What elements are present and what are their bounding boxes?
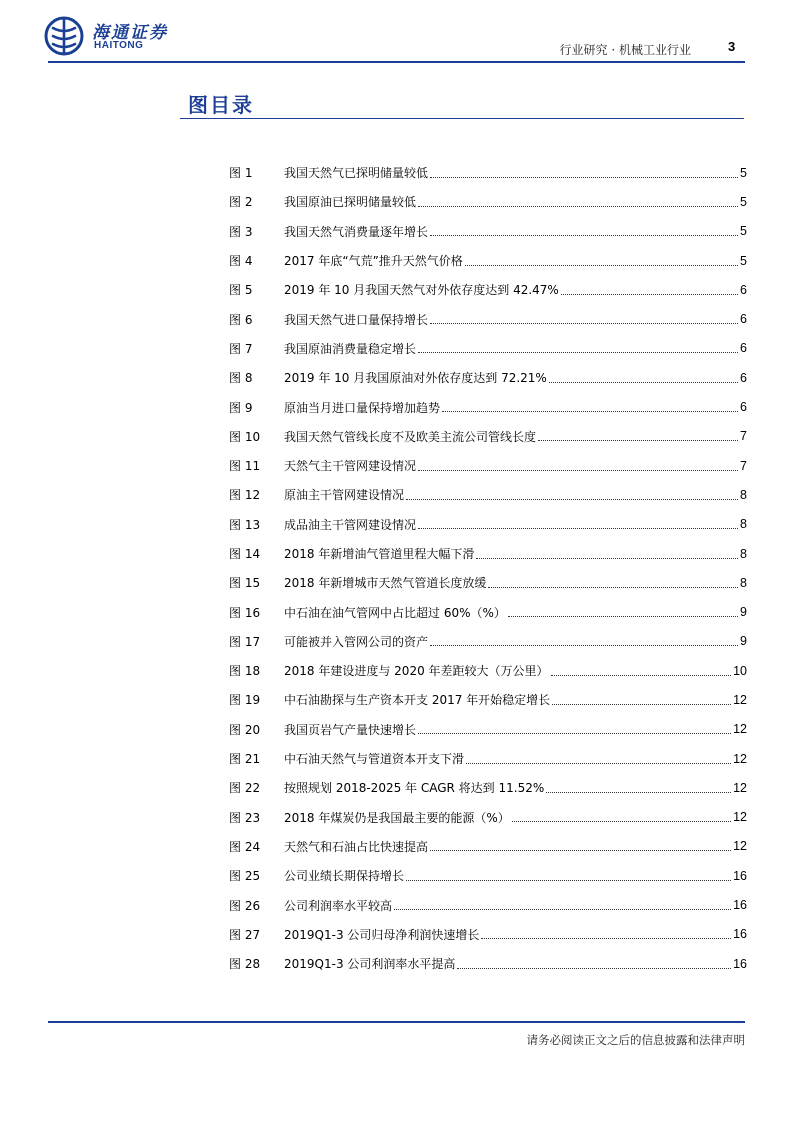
toc-entry-page: 12 <box>733 751 747 766</box>
toc-entry[interactable] <box>229 451 747 480</box>
toc-entry-label: 2017 年底“气荒”推升天然气价格 <box>284 254 463 269</box>
toc-dot-leader <box>546 791 731 793</box>
toc-entry-page: 7 <box>740 429 747 444</box>
toc-entry-number: 图 19 <box>229 693 261 708</box>
toc-entry[interactable] <box>229 715 747 744</box>
toc-entry-page: 5 <box>740 194 747 209</box>
toc-entry-label: 中石油天然气与管道资本开支下滑 <box>284 752 465 767</box>
toc-entry-label: 可能被并入管网公司的资产 <box>284 634 429 649</box>
toc-entry-page: 16 <box>733 927 747 942</box>
toc-dot-leader <box>476 557 738 559</box>
toc-entry[interactable] <box>229 890 747 919</box>
toc-entry-page: 16 <box>733 868 747 883</box>
toc-entry-label: 2019 年 10 月我国原油对外依存度达到 72.21% <box>284 371 547 386</box>
toc-entry-page: 12 <box>733 692 747 707</box>
toc-entry[interactable] <box>229 334 747 363</box>
toc-entry[interactable] <box>229 392 747 421</box>
toc-dot-leader <box>430 234 738 236</box>
toc-entry-page: 8 <box>740 575 747 590</box>
toc-dot-leader <box>430 644 738 646</box>
toc-entry-label: 我国天然气消费量逐年增长 <box>284 224 429 239</box>
toc-entry-label: 公司业绩长期保持增长 <box>284 869 405 884</box>
toc-entry-label: 中石油在油气管网中占比超过 60%（%） <box>284 605 506 620</box>
toc-dot-leader <box>406 879 731 881</box>
toc-entry-page: 9 <box>740 634 747 649</box>
header-section: 行业研究 · 机械工业行业 <box>559 43 691 57</box>
toc-entry-label: 天然气和石油占比快速提高 <box>284 839 429 854</box>
toc-entry-number: 图 10 <box>229 429 261 444</box>
toc-entry-number: 图 4 <box>229 254 253 269</box>
toc-entry-number: 图 27 <box>229 927 261 942</box>
toc-entry-label: 我国天然气已探明储量较低 <box>284 166 429 181</box>
toc-entry-number: 图 28 <box>229 957 261 972</box>
toc-dot-leader <box>430 849 731 851</box>
toc-dot-leader <box>418 351 738 353</box>
toc-entry[interactable] <box>229 685 747 714</box>
toc-entry-number: 图 21 <box>229 752 261 767</box>
toc-dot-leader <box>549 381 738 383</box>
toc-entry-label: 我国页岩气产量快速增长 <box>284 722 417 737</box>
toc-entry[interactable] <box>229 246 747 275</box>
toc-entry-number: 图 13 <box>229 517 261 532</box>
toc-entry-number: 图 14 <box>229 547 261 561</box>
toc-entry-page: 6 <box>740 282 747 297</box>
toc-entry-label: 2018 年新增城市天然气管道长度放缓 <box>284 576 487 591</box>
toc-entry-label: 2018 年建设进度与 2020 年差距较大（万公里） <box>284 664 549 679</box>
toc-entry-page: 12 <box>733 810 747 825</box>
toc-entry-number: 图 18 <box>229 664 261 679</box>
toc-entry-label: 2018 年新增油气管道里程大幅下滑 <box>284 547 475 561</box>
toc-entry-page: 9 <box>740 605 747 620</box>
toc-dot-leader <box>430 322 738 324</box>
toc-entry[interactable] <box>229 656 747 685</box>
toc-entry-page: 5 <box>740 165 747 180</box>
toc-entry-page: 5 <box>740 224 747 239</box>
toc-dot-leader <box>418 527 738 529</box>
toc-entry-page: 12 <box>733 722 747 737</box>
toc-dot-leader <box>457 967 731 969</box>
toc-entry-number: 图 6 <box>229 312 253 327</box>
toc-dot-leader <box>430 176 738 178</box>
toc-entry-page: 8 <box>740 487 747 502</box>
toc-entry[interactable] <box>229 275 747 304</box>
toc-dot-leader <box>481 937 731 939</box>
toc-entry-number: 图 20 <box>229 722 261 737</box>
toc-entry[interactable] <box>229 803 747 832</box>
toc-entry-label: 公司利润率水平较高 <box>284 898 393 913</box>
toc-entry-page: 12 <box>733 780 747 795</box>
toc-dot-leader <box>418 469 738 471</box>
toc-entry-label: 原油主干管网建设情况 <box>284 488 405 503</box>
toc-entry[interactable] <box>229 773 747 802</box>
toc-entry[interactable] <box>229 832 747 861</box>
toc-entry-number: 图 5 <box>229 283 253 298</box>
toc-entry[interactable] <box>229 187 747 216</box>
toc-entry-page: 8 <box>740 517 747 532</box>
toc-entry-page: 6 <box>740 370 747 385</box>
toc-entry[interactable] <box>229 510 747 539</box>
toc-entry[interactable] <box>229 480 747 509</box>
toc-dot-leader <box>442 410 738 412</box>
toc-entry-label: 2019 年 10 月我国天然气对外依存度达到 42.47% <box>284 283 559 298</box>
toc-entry-label: 2018 年煤炭仍是我国最主要的能源（%） <box>284 810 510 825</box>
toc-entry-label: 我国天然气管线长度不及欧美主流公司管线长度 <box>284 429 537 444</box>
toc-entry-page: 6 <box>740 400 747 415</box>
toc-dot-leader <box>488 586 738 588</box>
toc-dot-leader <box>394 908 731 910</box>
toc-dot-leader <box>406 498 738 500</box>
toc-entry-label: 原油当月进口量保持增加趋势 <box>284 400 441 415</box>
footer-disclaimer: 请务必阅读正文之后的信息披露和法律声明 <box>526 1033 745 1047</box>
toc-entry-label: 成品油主干管网建设情况 <box>284 517 417 532</box>
toc-dot-leader <box>551 674 732 676</box>
title-underline <box>180 118 744 119</box>
toc-entry-number: 图 9 <box>229 400 253 415</box>
toc-dot-leader <box>418 732 731 734</box>
toc-entry-number: 图 15 <box>229 576 261 591</box>
toc-entry-number: 图 25 <box>229 869 261 884</box>
toc-entry[interactable] <box>229 920 747 949</box>
toc-entry-number: 图 17 <box>229 634 261 649</box>
toc-entry[interactable] <box>229 158 747 187</box>
toc-entry-number: 图 1 <box>229 166 253 181</box>
toc-entry-number: 图 11 <box>229 459 261 474</box>
toc-entry[interactable] <box>229 949 747 978</box>
toc-entry-label: 我国原油已探明储量较低 <box>284 195 417 210</box>
toc-entry-label: 中石油勘探与生产资本开支 2017 年开始稳定增长 <box>284 693 551 708</box>
toc-entry[interactable] <box>229 861 747 890</box>
toc-entry-label: 我国原油消费量稳定增长 <box>284 341 417 356</box>
toc-dot-leader <box>512 820 731 822</box>
toc-entry-page: 8 <box>740 546 747 561</box>
toc-entry-number: 图 12 <box>229 488 261 503</box>
toc-entry[interactable] <box>229 627 747 656</box>
logo-english-name: HAITONG <box>94 40 144 51</box>
toc-entry-label: 2019Q1-3 公司利润率水平提高 <box>284 957 456 972</box>
toc-entry[interactable] <box>229 304 747 333</box>
toc-entry-label: 我国天然气进口量保持增长 <box>284 312 429 327</box>
toc-entry[interactable] <box>229 363 747 392</box>
toc-entry-number: 图 23 <box>229 810 261 825</box>
toc-entry-page: 6 <box>740 341 747 356</box>
toc-entry-number: 图 7 <box>229 341 253 356</box>
footer-divider <box>48 1021 745 1023</box>
toc-entry-page: 10 <box>733 663 747 678</box>
haitong-emblem-icon <box>44 16 84 56</box>
toc-entry-label: 天然气主干管网建设情况 <box>284 459 417 474</box>
toc-dot-leader <box>538 439 738 441</box>
toc-entry-page: 16 <box>733 898 747 913</box>
toc-title: 图目录 <box>188 93 254 117</box>
company-logo <box>44 16 194 56</box>
toc-entry-label: 按照规划 2018-2025 年 CAGR 将达到 11.52% <box>284 781 545 796</box>
toc-entry-number: 图 22 <box>229 781 261 796</box>
toc-entry-page: 6 <box>740 312 747 327</box>
toc-entry[interactable] <box>229 568 747 597</box>
toc-entry-page: 16 <box>733 956 747 971</box>
toc-dot-leader <box>561 293 738 295</box>
toc-entry-number: 图 26 <box>229 898 261 913</box>
toc-entry-page: 7 <box>740 458 747 473</box>
logo-chinese-name: 海通证券 <box>92 23 168 43</box>
toc-dot-leader <box>552 703 731 705</box>
toc-dot-leader <box>508 615 738 617</box>
toc-entry[interactable] <box>229 744 747 773</box>
toc-entry-number: 图 2 <box>229 195 253 210</box>
toc-dot-leader <box>418 205 738 207</box>
toc-dot-leader <box>465 264 738 266</box>
toc-entry-number: 图 8 <box>229 371 253 386</box>
header-divider <box>48 61 745 63</box>
toc-entry-number: 图 3 <box>229 224 253 239</box>
toc-entry[interactable] <box>229 217 747 246</box>
toc-entry-page: 12 <box>733 839 747 854</box>
page-number: 3 <box>728 39 736 54</box>
toc-entry-number: 图 24 <box>229 839 261 854</box>
toc-entry-number: 图 16 <box>229 605 261 620</box>
toc-entry[interactable] <box>229 539 747 568</box>
toc-dot-leader <box>466 762 731 764</box>
toc-entry-page: 5 <box>740 253 747 268</box>
toc-entry[interactable] <box>229 597 747 626</box>
toc-entry[interactable] <box>229 422 747 451</box>
figure-list <box>229 158 747 978</box>
toc-entry-label: 2019Q1-3 公司归母净利润快速增长 <box>284 927 480 942</box>
